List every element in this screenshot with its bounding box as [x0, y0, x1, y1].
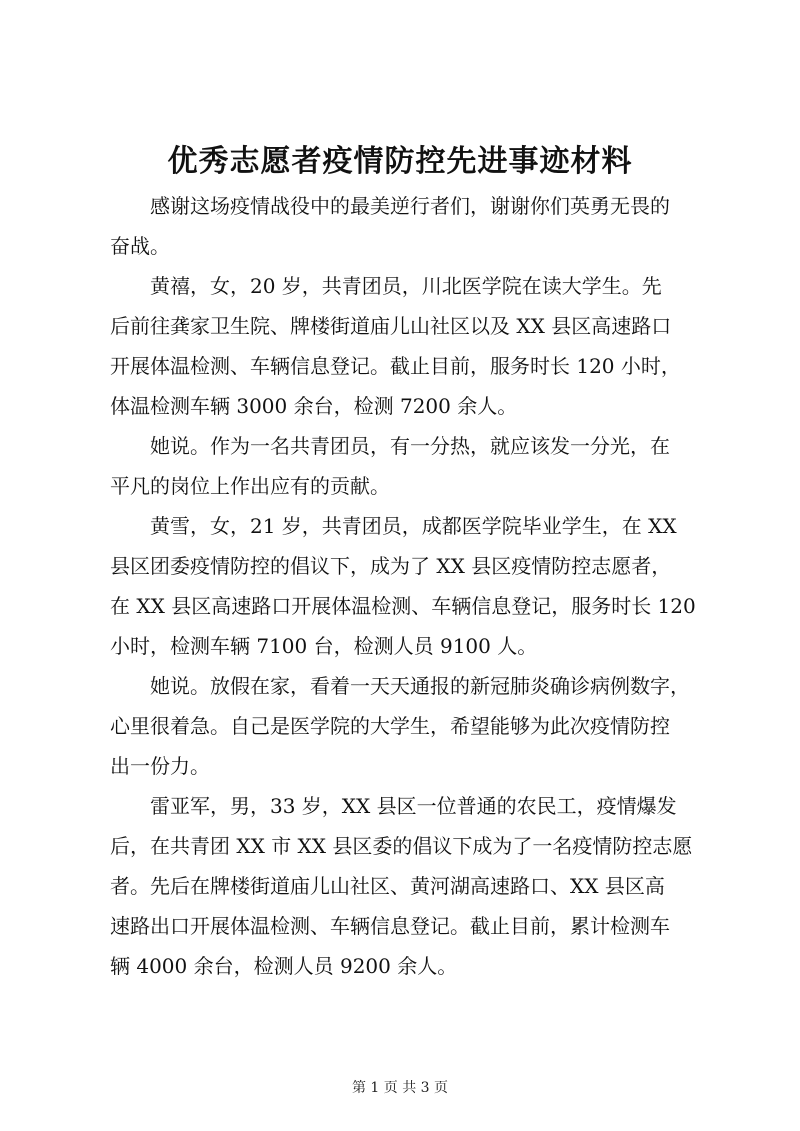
paragraph-line: 小时，检测车辆 7100 台，检测人员 9100 人。	[110, 634, 538, 658]
paragraph-line: 心里很着急。自己是医学院的大学生，希望能够为此次疫情防控	[110, 714, 670, 738]
document-title: 优秀志愿者疫情防控先进事迹材料	[167, 144, 633, 179]
paragraph-line: 黄雪，女，21 岁，共青团员，成都医学院毕业学生，在 XX	[150, 514, 677, 538]
paragraph-1	[110, 186, 706, 266]
paragraph-line: 辆 4000 余台，检测人员 9200 余人。	[110, 954, 458, 978]
paragraph-line: 速路出口开展体温检测、车辆信息登记。截止目前，累计检测车	[110, 914, 670, 938]
paragraph-4	[110, 506, 706, 666]
paragraph-line: 者。先后在牌楼街道庙儿山社区、黄河湖高速路口、XX 县区高	[110, 874, 665, 898]
paragraph-line: 后，在共青团 XX 市 XX 县区委的倡议下成为了一名疫情防控志愿	[110, 834, 693, 858]
paragraph-2	[110, 266, 706, 426]
paragraph-line: 县区团委疫情防控的倡议下，成为了 XX 县区疫情防控志愿者，	[110, 554, 672, 578]
paragraph-line: 奋战。	[110, 234, 170, 258]
paragraph-6	[110, 786, 706, 986]
document-body	[110, 186, 706, 986]
paragraph-line: 在 XX 县区高速路口开展体温检测、车辆信息登记，服务时长 120	[110, 594, 696, 618]
paragraph-line: 体温检测车辆 3000 余台，检测 7200 余人。	[110, 394, 518, 418]
paragraph-line: 感谢这场疫情战役中的最美逆行者们，谢谢你们英勇无畏的	[150, 194, 670, 218]
paragraph-line: 她说。放假在家，看着一天天通报的新冠肺炎确诊病例数字，	[150, 674, 690, 698]
paragraph-line: 开展体温检测、车辆信息登记。截止目前，服务时长 120 小时，	[110, 354, 681, 378]
paragraph-line: 平凡的岗位上作出应有的贡献。	[110, 474, 390, 498]
paragraph-line: 黄禧，女，20 岁，共青团员，川北医学院在读大学生。先	[150, 274, 662, 298]
paragraph-line: 她说。作为一名共青团员，有一分热，就应该发一分光，在	[150, 434, 670, 458]
paragraph-line: 出一份力。	[110, 754, 210, 778]
paragraph-line: 雷亚军，男，33 岁，XX 县区一位普通的农民工，疫情爆发	[150, 794, 677, 818]
paragraph-5	[110, 666, 706, 786]
paragraph-3	[110, 426, 706, 506]
paragraph-line: 后前往龚家卫生院、牌楼街道庙儿山社区以及 XX 县区高速路口	[110, 314, 672, 338]
page-footer: 第 1 页 共 3 页	[351, 1080, 449, 1096]
